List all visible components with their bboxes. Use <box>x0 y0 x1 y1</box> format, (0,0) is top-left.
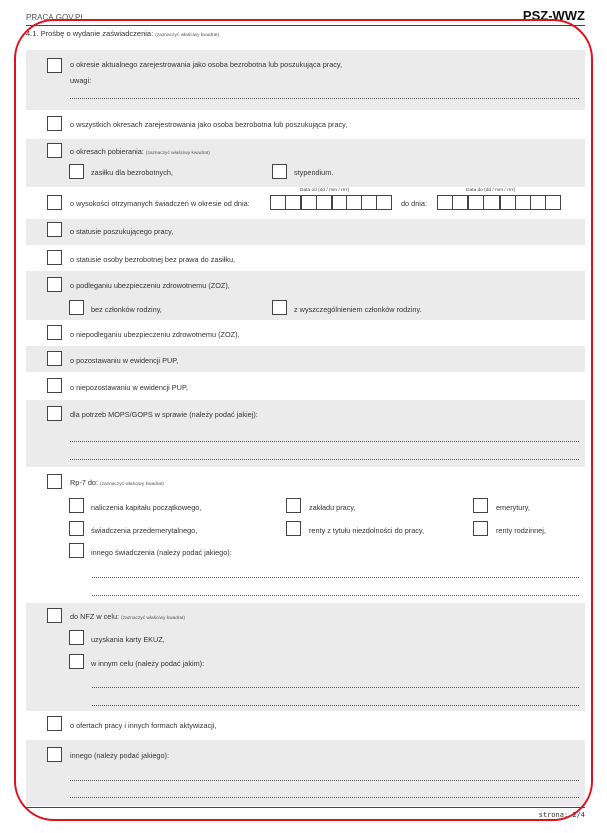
checkbox-wysokosc[interactable] <box>47 195 62 210</box>
inne-swiadczenie-line-2[interactable] <box>92 595 579 596</box>
checkbox-niepozostawaniu[interactable] <box>47 378 62 393</box>
site-name: PRACA.GOV.PL <box>26 13 85 22</box>
checkbox-pobieranie[interactable] <box>47 143 62 158</box>
nfz-hint: (zaznaczyć właściwy kwadrat) <box>121 616 186 621</box>
inny-cel-line-2[interactable] <box>92 705 579 706</box>
innego-line-1[interactable] <box>70 780 579 781</box>
checkbox-emerytury[interactable] <box>473 498 488 513</box>
label-zaklad: zakładu pracy, <box>309 503 356 512</box>
label-renty-niezdolnosc: renty z tytułu niezdolności do pracy, <box>309 526 425 535</box>
checkbox-zaklad[interactable] <box>286 498 301 513</box>
label-pobieranie <box>70 147 210 156</box>
section-title <box>26 29 219 38</box>
caption-data-do: Data do (dd / mm / rrrr) <box>466 188 516 193</box>
label-niepodleganiu: o niepodleganiu ubezpieczeniu zdrowotnemu (ZOZ), <box>70 330 240 339</box>
label-oferty: o ofertach pracy i innych formach aktywizacji, <box>70 721 217 730</box>
uwagi-line[interactable] <box>70 98 579 99</box>
innego-line-2[interactable] <box>70 797 579 798</box>
label-do-dnia: do dnia: <box>401 199 427 208</box>
pobieranie-hint: (zaznaczyć właściwy kwadrat) <box>145 151 210 156</box>
label-innego: innego (należy podać jakiego): <box>70 751 169 760</box>
label-nfz <box>70 612 185 621</box>
label-statusie: o statusie poszukującego pracy, <box>70 227 174 236</box>
checkbox-przedemerytalne[interactable] <box>69 521 84 536</box>
checkbox-pozostawaniu[interactable] <box>47 351 62 366</box>
checkbox-inny-cel[interactable] <box>69 654 84 669</box>
label-stypendium: stypendium. <box>294 168 334 177</box>
section-title-text: 4.1. Prośbę o wydanie zaświadczenia: <box>26 29 154 38</box>
label-uwagi: uwagi: <box>70 76 92 85</box>
checkbox-rp7[interactable] <box>47 474 62 489</box>
mops-line-2[interactable] <box>70 459 579 460</box>
label-ekuz: uzyskania karty EKUZ, <box>91 635 165 644</box>
checkbox-aktualny[interactable] <box>47 58 62 73</box>
checkbox-oferty[interactable] <box>47 716 62 731</box>
rp7-hint: (zaznaczyć właściwy kwadrat) <box>100 482 165 487</box>
label-wysokosc: o wysokości otrzymanych świadczeń w okresie od dnia: <box>70 199 250 208</box>
checkbox-ekuz[interactable] <box>69 630 84 645</box>
label-inny-cel: w innym celu (należy podać jakim): <box>91 659 205 668</box>
checkbox-renty-niezdolnosc[interactable] <box>286 521 301 536</box>
checkbox-zoz[interactable] <box>47 277 62 292</box>
mops-line-1[interactable] <box>70 441 579 442</box>
rp7-text: Rp-7 do: <box>70 478 98 487</box>
label-z-wyszczegolnieniem: z wyszczególnieniem członków rodziny. <box>294 305 422 314</box>
footer-divider <box>26 807 585 808</box>
checkbox-renty-rodzinnej[interactable] <box>473 521 488 536</box>
checkbox-nfz[interactable] <box>47 608 62 623</box>
checkbox-kapital[interactable] <box>69 498 84 513</box>
label-pozostawaniu: o pozostawaniu w ewidencji PUP, <box>70 356 179 365</box>
label-wszystkie: o wszystkich okresach zarejestrowania jako osoba bezrobotna lub poszukująca pracy, <box>70 120 348 129</box>
form-code: PSZ-WWZ <box>522 8 585 23</box>
label-rp7 <box>70 478 164 487</box>
caption-data-od: Data od (dd / mm / rrrr) <box>300 188 350 193</box>
label-niepozostawaniu: o niepozostawaniu w ewidencji PUP, <box>70 383 188 392</box>
pobieranie-text: o okresach pobierania: <box>70 147 144 156</box>
row-aktualny <box>26 50 585 110</box>
label-bez-czlonkow: bez członków rodziny, <box>91 305 162 314</box>
label-renty-rodzinnej: renty rodzinnej, <box>496 526 546 535</box>
checkbox-inne-swiadczenie[interactable] <box>69 543 84 558</box>
label-kapital: naliczenia kapitału początkowego, <box>91 503 202 512</box>
label-mops: dla potrzeb MOPS/GOPS w sprawie (należy podać jakiej): <box>70 410 258 419</box>
page-number: strona: 2/4 <box>538 811 585 819</box>
checkbox-zasilek[interactable] <box>69 164 84 179</box>
date-to-input[interactable] <box>437 195 561 210</box>
label-bez-prawa: o statusie osoby bezrobotnej bez prawa do zasiłku, <box>70 255 236 264</box>
label-zasilek: zasiłku dla bezrobotnych, <box>91 168 173 177</box>
checkbox-z-wyszczegolnieniem[interactable] <box>272 300 287 315</box>
checkbox-bez-czlonkow[interactable] <box>69 300 84 315</box>
label-emerytury: emerytury, <box>496 503 530 512</box>
inny-cel-line-1[interactable] <box>92 687 579 688</box>
checkbox-innego[interactable] <box>47 747 62 762</box>
inne-swiadczenie-line-1[interactable] <box>92 577 579 578</box>
label-aktualny: o okresie aktualnego zarejestrowania jako osoba bezrobotna lub poszukująca pracy, <box>70 60 343 69</box>
checkbox-statusie[interactable] <box>47 222 62 237</box>
checkbox-bez-prawa[interactable] <box>47 250 62 265</box>
header-divider <box>26 25 585 26</box>
checkbox-wszystkie[interactable] <box>47 116 62 131</box>
nfz-text: do NFZ w celu: <box>70 612 120 621</box>
label-zoz: o podleganiu ubezpieczeniu zdrowotnemu (ZOZ), <box>70 281 230 290</box>
date-from-input[interactable] <box>270 195 392 210</box>
checkbox-niepodleganiu[interactable] <box>47 325 62 340</box>
label-inne-swiadczenie: innego świadczenia (należy podać jakiego): <box>91 548 232 557</box>
label-przedemerytalne: świadczenia przedemerytalnego, <box>91 526 198 535</box>
checkbox-stypendium[interactable] <box>272 164 287 179</box>
checkbox-mops[interactable] <box>47 406 62 421</box>
section-hint: (zaznaczyć właściwy kwadrat) <box>155 33 220 38</box>
